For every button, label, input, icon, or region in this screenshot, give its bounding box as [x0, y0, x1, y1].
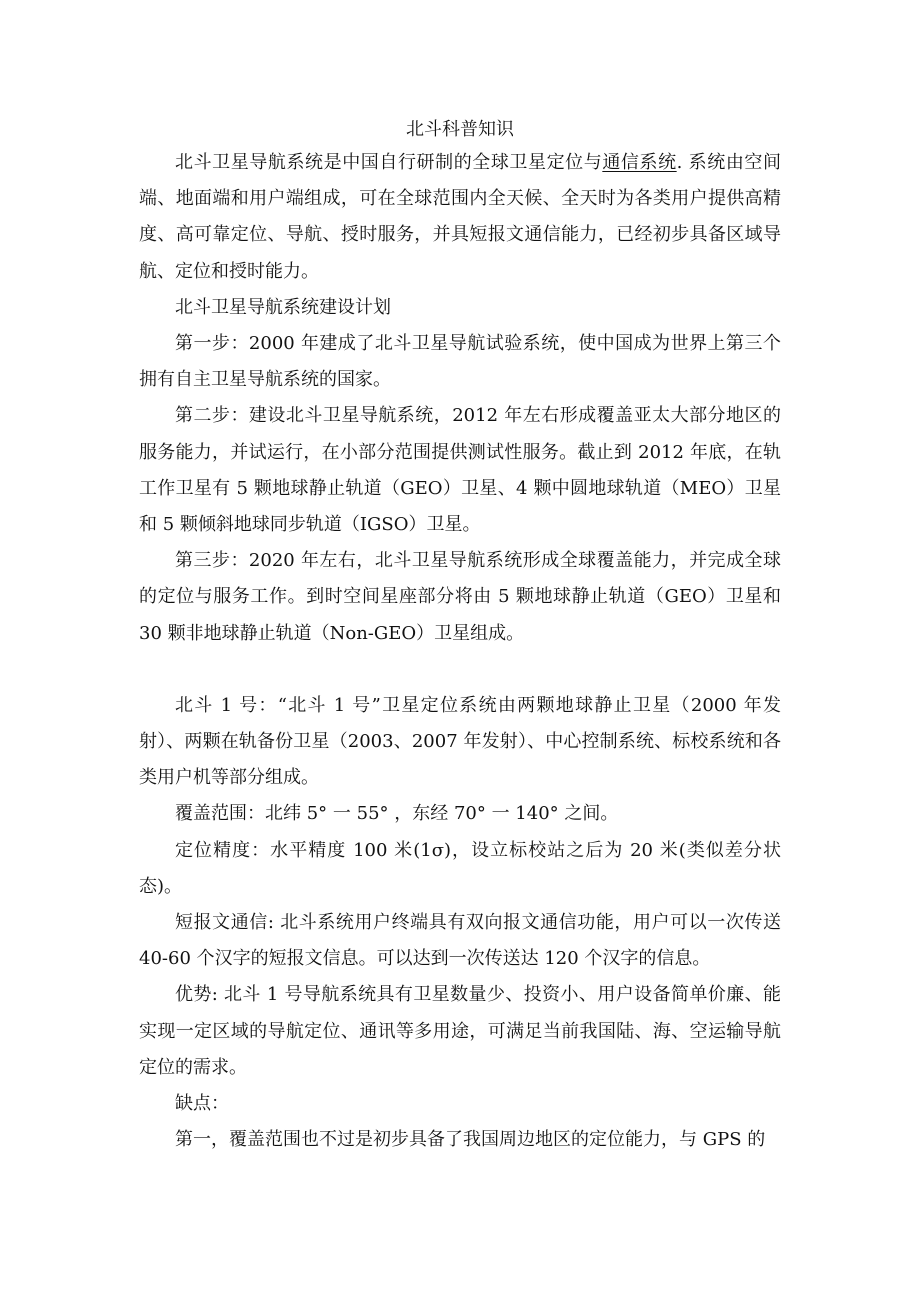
first-disadvantage-paragraph: 第一，覆盖范围也不过是初步具备了我国周边地区的定位能力，与 GPS 的	[175, 1129, 766, 1151]
coverage-paragraph: 覆盖范围：北纬 5° 一 55° ，东经 70° 一 140° 之间。	[175, 803, 619, 825]
step-two-paragraph: 第二步：建设北斗卫星导航系统，2012 年左右形成覆盖亚太大部分地区的服务能力，并试运行，在小部分范围提供测试性服务。截止到 2012 年底，在轨工作卫星有 5 颗地球静止轨道（GEO）卫星、4 颗中圆地球轨道（MEO）卫星和 5 颗倾斜地球同步轨道（IGSO）卫星。	[139, 405, 781, 536]
advantages-paragraph: 优势: 北斗 1 号导航系统具有卫星数量少、投资小、用户设备简单价廉、能实现一定区域的导航定位、通讯等多用途，可满足当前我国陆、海、空运输导航定位的需求。	[139, 984, 781, 1078]
step-one-paragraph: 第一步：2000 年建成了北斗卫星导航试验系统，使中国成为世界上第三个拥有自主卫星导航系统的国家。	[139, 333, 781, 391]
short-message-paragraph: 短报文通信: 北斗系统用户终端具有双向报文通信功能，用户可以一次传送 40-60 个汉字的短报文信息。可以达到一次传送达 120 个汉字的信息。	[139, 912, 781, 970]
intro-paragraph	[139, 145, 781, 290]
accuracy-paragraph: 定位精度：水平精度 100 米(1σ)，设立标校站之后为 20 米(类似差分状态)。	[139, 839, 781, 897]
intro-text-after: . 系统由空间端、地面端和用户端组成，可在全球范围内全天候、全天时为各类用户提供高精度、高可靠定位、导航、授时服务，并具短报文通信能力，已经初步具备区域导航、定位和授时能力。	[139, 152, 781, 282]
document-body	[139, 145, 781, 1158]
communication-system-link[interactable]: 通信系统	[602, 152, 677, 173]
document-title: 北斗科普知识	[406, 119, 514, 140]
disadvantages-heading: 缺点：	[175, 1093, 229, 1115]
step-three-paragraph: 第三步：2020 年左右，北斗卫星导航系统形成全球覆盖能力，并完成全球的定位与服务工作。到时空间星座部分将由 5 颗地球静止轨道（GEO）卫星和 30 颗非地球静止轨道（Non-GEO）卫星组成。	[139, 550, 781, 644]
intro-text-before: 北斗卫星导航系统是中国自行研制的全球卫星定位与	[175, 152, 603, 173]
plan-heading: 北斗卫星导航系统建设计划	[175, 296, 391, 318]
beidou-1-paragraph: 北斗 1 号：“北斗 1 号”卫星定位系统由两颗地球静止卫星（2000 年发射）、两颗在轨备份卫星（2003、2007 年发射）、中心控制系统、标校系统和各类用户机等部分组成。	[139, 694, 781, 789]
